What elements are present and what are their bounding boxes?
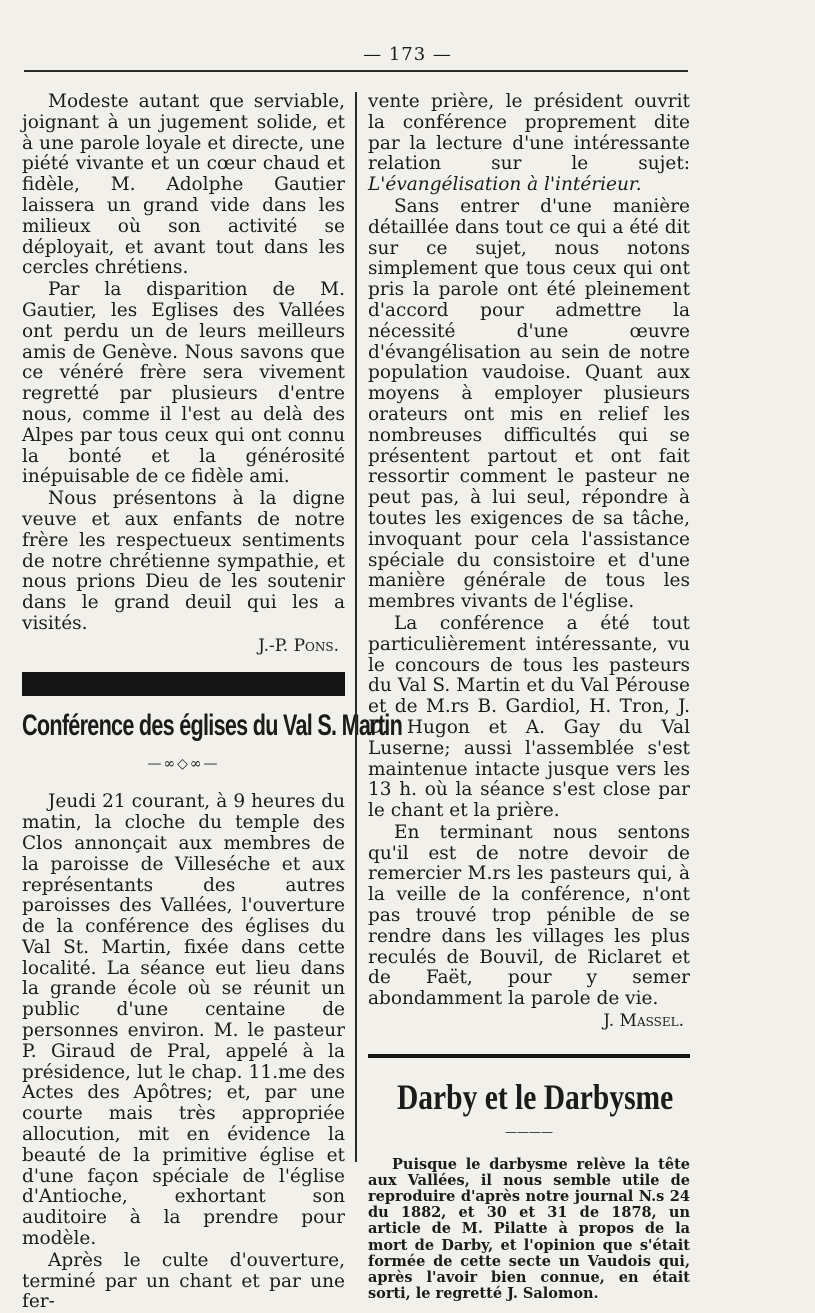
obituary-paragraph-1: Modeste autant que serviable, joignant à un jugement solide, et à une parole loyale et directe, une piété vivante et un cœur chaud et fidèle, M. Adolphe Gautier laissera un grand vide dans les milieux où son activité se déployait, et avant tout dans les cercles chrétiens.	[22, 91, 345, 279]
conference-continuation-text: vente prière, le président ouvrit la conférence proprement dite par la lecture d'une intéressante relation sur le sujet:	[368, 91, 690, 175]
darby-intro	[368, 1157, 690, 1303]
conference-topic: L'évangélisation à l'intérieur.	[368, 174, 642, 196]
conference-headline: Conférence des églises du Val S. Martin	[22, 708, 403, 742]
conference-paragraph-3: Sans entrer d'une manière détaillée dans tout ce qui a été dit sur ce sujet, nous notons simplement que tous ceux qui ont pris la parole ont été pleinement d'accord pour admettre la nécessité d'une œuvre d'évangélisation au sein de notre population vaudoise. Quant aux moyens à employer plusieurs orateurs ont mis en relief les nombreuses difficultés qui se présentent partout et ont fait ressortir comment le pasteur ne peut pas, à lui seul, répondre à toutes les exigences de sa tâche, invoquant pour cela l'assistance spéciale du consistoire et d'une manière générale de tous les membres vivants de l'église.	[368, 195, 690, 613]
conference-continuation	[368, 92, 690, 196]
conference-paragraph-5: En terminant nous sentons qu'il est de notre devoir de remercier M.rs les pasteurs qui, à la veille de la conférence, n'ont pas trouvé trop pénible de se rendre dans les villages les plus reculés de Bouvil, de Riclaret et de Faët, pour y semer abondamment la parole de vie.	[368, 821, 690, 1010]
conference-paragraph-4: La conférence a été tout particulièrement intéressante, vu le concours de tous les pasteurs du Val S. Martin et du Val Pérouse et de M.rs B. Gardiol, H. Tron, J. D. Hugon et A. Gay du Val Luserne; aussi l'assemblée s'est maintenue intacte jusque vers les 13 h. où la séance s'est close par le chant et la prière.	[368, 612, 690, 822]
darby-intro-paragraph: Puisque le darbysme relève la tête aux Vallées, il nous semble utile de reproduire d'après notre journal N.s 24 du 1882, et 30 et 31 de 1878, un article de M. Pilatte à propos de la mort de Darby, et l'opinion que s'était formée de cette secte un Vaudois qui, après l'avoir bien connue, en était sorti, le regretté J. Salomon.	[368, 1155, 690, 1303]
column-divider	[355, 92, 357, 1162]
page-number: — 173 —	[363, 44, 452, 65]
conference-paragraph-2: Après le culte d'ouverture, terminé par un chant et par une fer-	[22, 1249, 345, 1313]
conference-paragraph-1: Jeudi 21 courant, à 9 heures du matin, la cloche du temple des Clos annonçait aux membres de la paroisse de Villeséche et aux représentants des autres paroisses des Vallées, l'ouverture de la conférence des églises du Val St. Martin, fixée dans cette localité. La séance eut lieu dans la grande école où se réunit un public d'une centaine de personnes environ. M. le pasteur P. Giraud de Pral, appelé à la présidence, lut le chap. 11.me des Actes des Apôtres; et, par une courte mais très appropriée allocution, mit en évidence la beauté de la primitive église et d'une façon spéciale de l'église d'Antioche, exhortant son auditoire à la prendre pour modèle.	[22, 791, 345, 1250]
header-rule	[24, 70, 688, 72]
left-column	[22, 91, 403, 1313]
obituary-signature: J.-P. Pons.	[258, 635, 339, 656]
darby-headline: Darby et le Darbysme	[396, 1076, 674, 1117]
darby-ornament: ————	[505, 1124, 553, 1139]
conference-ornament: —∞◇∞—	[147, 755, 220, 772]
section-separator-bar	[22, 672, 345, 696]
right-column	[368, 92, 690, 1302]
obituary-paragraph-2: Par la disparition de M. Gautier, les Eglises des Vallées ont perdu un de leurs meilleurs amis de Genève. Nous savons que ce vénéré frère sera vivement regretté par plusieurs d'entre nous, comme il l'est au delà des Alpes par tous ceux qui ont connu la bonté et la générosité inépuisable de ce fidèle ami.	[22, 279, 345, 488]
section-separator-rule	[368, 1054, 690, 1058]
obituary-paragraph-3: Nous présentons à la digne veuve et aux enfants de notre frère les respectueux sentiments de notre chrétienne sympathie, et nous prions Dieu de les soutenir dans le grand deuil qui les a visités.	[22, 488, 345, 634]
conference-signature: J. Massel.	[603, 1011, 684, 1032]
